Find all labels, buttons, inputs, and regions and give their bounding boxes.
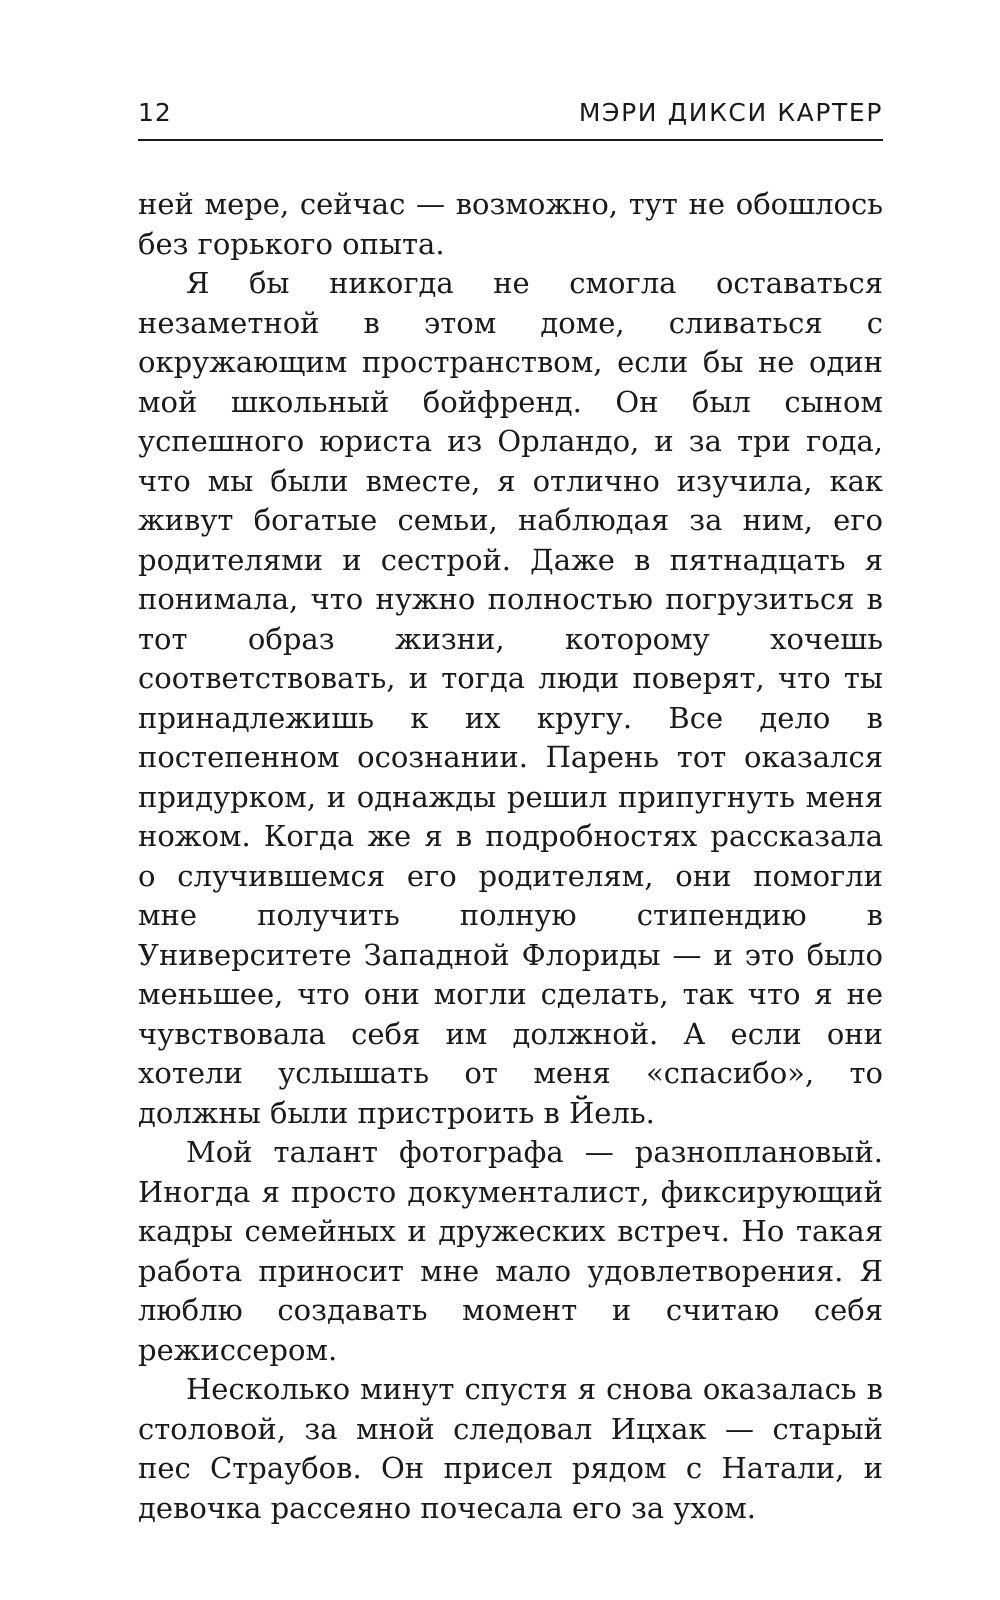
paragraph: Мой талант фотографа — разноплановый. Иногда я просто документалист, фиксирующий кадры семейных и дружеских встреч. Но такая работа приносит мне мало удовлетворения. Я люблю создавать момент и считаю себя режиссером. xyxy=(138,1135,883,1367)
page-number: 12 xyxy=(138,98,172,127)
paragraph: Я бы никогда не смогла оставаться незаметной в этом доме, сливаться с окружающим пространством, если бы не один мой школьный бойфренд. Он был сыном успешного юриста из Орландо, и за три года, что мы были вместе, я отлично изучила, как живут богатые семьи, наблюдая за ним, его родителями и сестрой. Даже в пятнадцать я понимала, что нужно полностью погрузиться в тот образ жизни, которому хочешь соответствовать, и тогда люди поверят, что ты принадлежишь к их кругу. Все дело в постепенном осознании. Парень тот оказался придурком, и однажды решил припугнуть меня ножом. Когда же я в подробностях рассказала о случившемся его родителям, они помогли мне получить полную стипендию в Университете Западной Флориды — и это было меньшее, что они могли сделать, так что я не чувствовала себя им должной. А если они хотели услышать от меня «спасибо», то должны были пристроить в Йель. xyxy=(138,266,883,1130)
body-text xyxy=(138,185,883,1528)
paragraph-continuation: ней мере, сейчас — возможно, тут не обошлось без горького опыта. xyxy=(138,187,883,261)
paragraph: Несколько минут спустя я снова оказалась в столовой, за мной следовал Ицхак — старый пес Страубов. Он присел рядом с Натали, и девочка рассеяно почесала его за ухом. xyxy=(138,1372,883,1525)
book-page xyxy=(138,0,883,1600)
author-name: МЭРИ ДИКСИ КАРТЕР xyxy=(578,98,883,127)
header-divider xyxy=(138,139,883,141)
running-header xyxy=(138,98,883,134)
